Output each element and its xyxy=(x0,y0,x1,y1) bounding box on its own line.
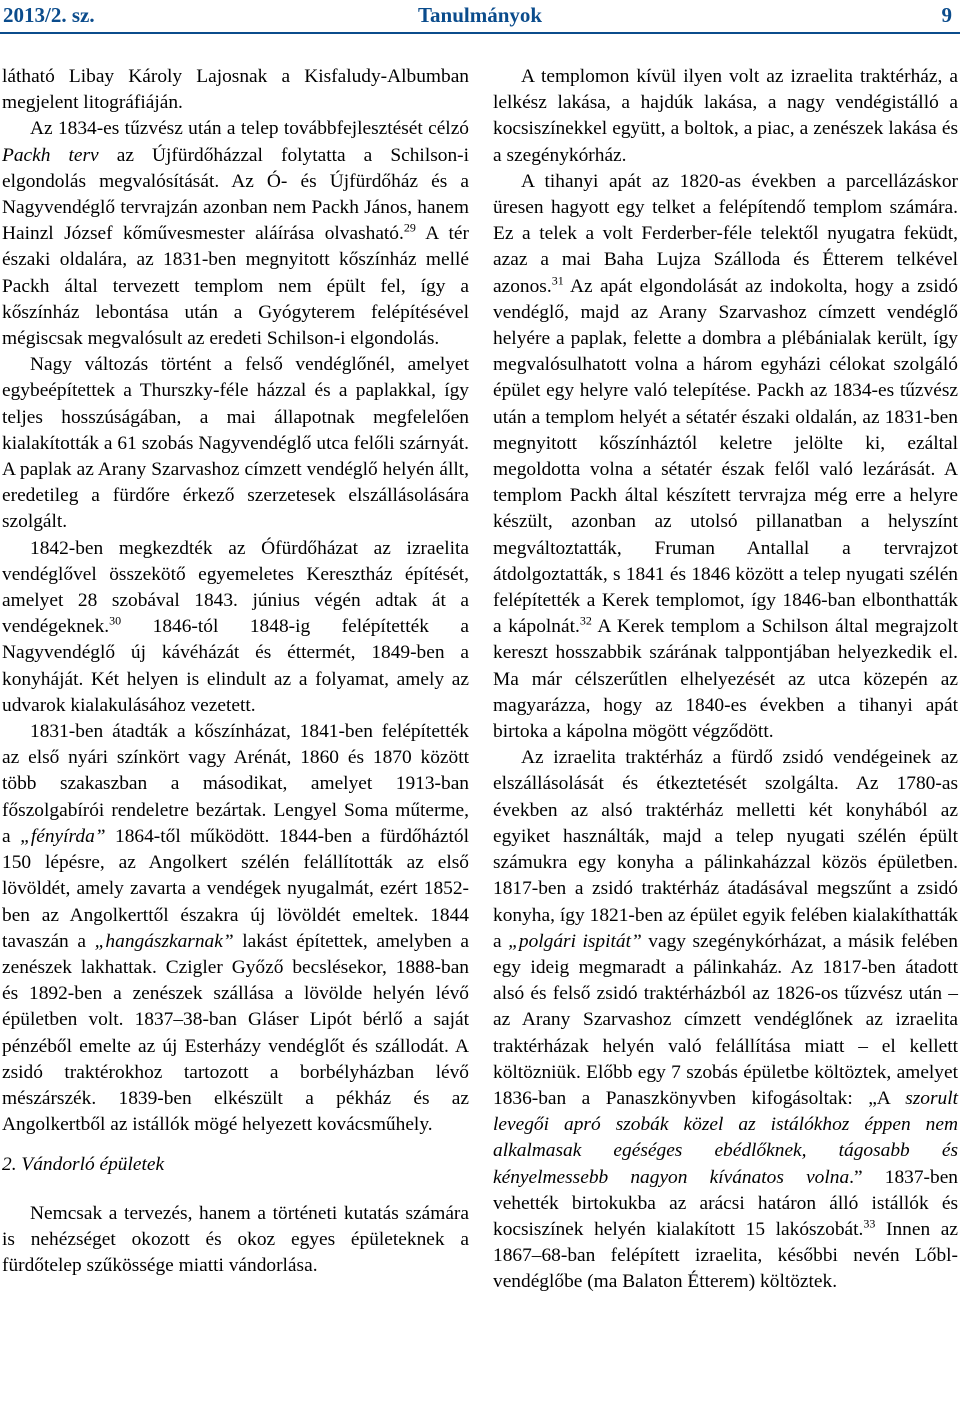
issue-label: 2013/2. sz. xyxy=(3,3,95,27)
text: látható Libay Károly Lajosnak a Kisfaludy-Albumban megjelent litográfiáján. xyxy=(2,66,469,114)
text: 1864-től működött. 1844-ben a fürdőháztól 150 lépésre, az Angolkert szélén felállították az első lövöldét, amely zavarta a vendégek nyugalmát, ezért 1852-ben az Angolkerttől északra új lövöldét emeltek. 1844 tavaszán a xyxy=(2,825,469,952)
paragraph xyxy=(2,1201,469,1280)
footnote-ref: 31 xyxy=(551,273,564,288)
footnote-ref: 32 xyxy=(579,613,592,628)
footnote-ref: 33 xyxy=(863,1216,876,1231)
paragraph xyxy=(493,745,958,1295)
paragraph xyxy=(2,352,469,535)
section-heading: 2. Vándorló épületek xyxy=(2,1154,165,1176)
footnote-ref: 30 xyxy=(109,613,122,628)
paragraph xyxy=(2,536,469,719)
text: Nagy változás történt a felső vendéglőnél, amelyet egybeépítettek a Thurszky-féle házzal és a paplakkal, így teljes hosszúságában, a mai állapotnak megfelelően kialakították a 61 szobás Nagyvendéglő utca felőli szárnyát. A paplak az Arany Szarvashoz címzett vendéglő helyén állt, eredetileg a fürdőre érkező szerzetesek elszállásolására szolgált. xyxy=(2,354,469,533)
italic-text: „hangászkarnak” xyxy=(94,930,234,952)
page-number: 9 xyxy=(941,3,952,27)
paragraph xyxy=(2,64,469,116)
text: .” 1837-ben vehették birtokukba az arácsi határon álló istállók és kocsiszínek helyén kialakított 15 lakószobát. xyxy=(493,1166,958,1240)
paragraph xyxy=(2,719,469,1138)
italic-text: szorult levegői apró szobák közel az istálókhoz éppen nem alkalmasak egéséges ebédlőknek, tágosabb és kényelmessebb nagyon kívánatos volna xyxy=(493,1087,958,1188)
paragraph xyxy=(493,64,958,169)
text: 1831-ben átadták a kőszínházat, 1841-ben felépítették az első nyári színkört vagy Arénát, 1860 és 1870 között több szakaszban a másodikat, amelyet 1913-ban főszolgabírói rendeletre bezártak. Lengyel Soma műterme, a xyxy=(2,721,469,847)
left-column xyxy=(2,64,469,1279)
text: A templomon kívül ilyen volt az izraelita traktérház, a lelkész lakása, a hajdúk lakása, a nagy vendégistálló a kocsiszínekkel együtt, a boltok, a piac, a zenészek lakása és a szegénykórház. xyxy=(493,66,958,166)
text: Az apát elgondolását az indokolta, hogy a zsidó vendéglő, majd az Arany Szarvashoz címzett vendéglő helyére a paplak, felette a dombra a plébánialak került, így megvalósulhatott volna a három egyházi célokat szolgáló épület egy helyre való telepítése. Packh az 1834-es tűzvész után a templom helyét a sétatér északi oldalán, az 1831-ben megnyitott kőszínháztól keletre jelölte ki, ezáltal megoldotta volna a sétatér észak felől való lezárását. A templom Packh által készített tervrajza még erre a helyre készült, azonban az utolsó pillanatban a helyszínt megváltoztatták, Fruman Antallal a tervrajzot átdolgoztatták, s 1841 és 1846 között a telep nyugati szélén felépítették a Kerek templomot, így 1846-ban elbonthatták a kápolnát. xyxy=(493,275,958,638)
paragraph xyxy=(2,116,469,352)
text: vagy szegénykórházat, a másik felében egy ideig megmaradt a pálinkaház. Az 1817-ben átadott alsó és felső zsidó traktérházból az 1826-os tűzvész után – az Arany Szarvashoz címzett vendéglőnek az izraelita traktérházak helyén való felállítása miatt – el kellett költözniük. Előbb egy 7 szobás épületbe költöztek, amelyet 1836-ban a Panaszkönyvben kifogásoltak: „A xyxy=(493,930,958,1109)
text: A tér északi oldalára, az 1831-ben megnyitott kőszínház mellé Packh által tervezett templom nem épült fel, így a kőszínház lebontása után a Gyógyterem felépítésével mégiscsak megvalósult az eredeti Schilson-i elgondolás. xyxy=(2,223,469,350)
text: Nemcsak a tervezés, hanem a történeti kutatás számára is nehézséget okozott és okoz egyes épületeknek a fürdőtelep szűkössége miatti vándorlása. xyxy=(2,1202,469,1276)
text: az Újfürdőházzal folytatta a Schilson-i elgondolás megvalósítását. Az Ó- és Újfürdőház és a Nagyvendéglő tervrajzán azonban nem Packh János, hanem Hainzl József kőművesmester aláírása olvasható. xyxy=(2,144,469,245)
text: Az izraelita traktérház a fürdő zsidó vendégeinek az elszállásolását és étkeztetését szolgálta. Az 1780-as években az alsó traktérház melletti két konyhából az egyiket használták, majd a telep nyugati szélén épült számukra egy konyha a pálinkaházzal közös épületben. 1817-ben a zsidó traktérház átadásával megszűnt a zsidó konyha, így 1821-ben az épület egyik felében kialakíthatták a xyxy=(493,747,958,952)
italic-text: „polgári ispitát” xyxy=(508,930,642,952)
text: 1842-ben megkezdték az Ófürdőházat az izraelita vendéglővel összekötő egyemeletes Keresztház építését, amelyet 28 szobával 1843. június végén adtak át a vendégeknek. xyxy=(2,537,469,638)
text: Innen az 1867–68-ban felépített izraelita, későbbi nevén Lőbl-vendéglőbe (ma Balaton Étterem) költöztek. xyxy=(493,1218,959,1293)
text: A Kerek templom a Schilson által megrajzolt kereszt hosszabbik szárának talppontjában helyezkedik el. Ma már célszerűtlen elhelyezését az utca közepén az magyarázza, hogy az 1840-es években a tihanyi apát birtoka a kápolna mögött végződött. xyxy=(493,616,958,743)
text: lakást építettek, amelyben a zenészek lakhattak. Czigler Győző becslésekor, 1888-ban és 1892-ben a zenészek szállása a lövölde helyén lévő épületben volt. 1837–38-ban Gláser Lipót bérlő a saját pénzéből emelte az új Esterházy vendéglőt és szállodát. A zsidó traktérokhoz tartozott a borbélyházban lévő mészárszék. 1839-ben elkészült a pékház és az Angolkertből az istállók mögé helyezett kovácsműhely. xyxy=(2,930,469,1136)
footnote-ref: 29 xyxy=(403,220,416,235)
section-title: Tanulmányok xyxy=(417,3,543,27)
text: A tihanyi apát az 1820-as években a parcellázáskor üresen hagyott egy telket a felépítendő templom számára. Ez a telek a volt Ferderber-féle telektől nyugatra feküdt, azaz a mai Baha Lujza Szálloda és Étterem telkével azonos. xyxy=(493,170,958,297)
running-header xyxy=(0,0,960,30)
italic-text: Packh terv xyxy=(2,144,99,166)
header-rule xyxy=(0,32,960,34)
italic-text: „fényírda” xyxy=(20,825,106,847)
text: Az 1834-es tűzvész után a telep továbbfejlesztését célzó xyxy=(30,118,469,140)
right-column xyxy=(493,64,958,1296)
text: 1846-tól 1848-ig felépítették a Nagyvendéglő új kávéházát és éttermét, 1849-ben a konyháját. Két helyen is elindult az a folyamat, amely az udvarok kialakulásához vezetett. xyxy=(2,616,469,716)
paragraph xyxy=(493,169,958,745)
